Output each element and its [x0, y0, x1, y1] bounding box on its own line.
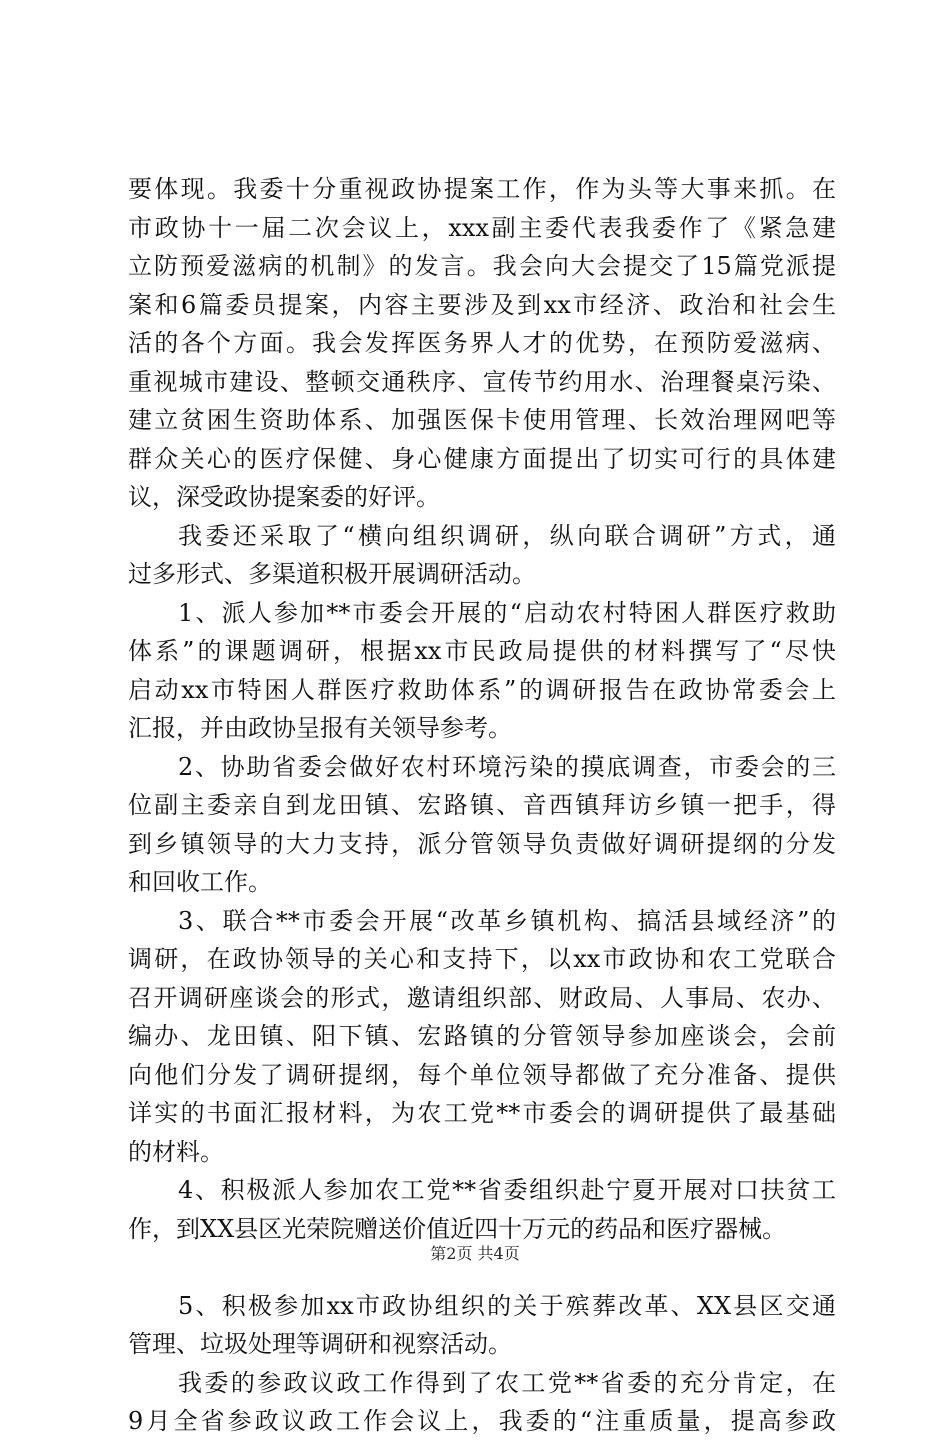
paragraph-first-line: 4、积极派人参加农工党**省委组织赴宁夏开展对口扶贫工: [178, 1176, 836, 1204]
text-line: 过多形式、多渠道积极开展调研活动。: [128, 560, 536, 588]
text-line: 向他们分发了调研提纲，每个单位领导都做了充分准备、提供: [128, 1060, 836, 1089]
text-line: 和回收工作。: [128, 868, 272, 896]
paragraph-first-line: 我委还采取了“横向组织调研，纵向联合调研”方式，通: [178, 521, 836, 550]
text-line: 编办、龙田镇、阳下镇、宏路镇的分管领导参加座谈会，会前: [128, 1022, 836, 1050]
text-line: 调研，在政协领导的关心和支持下，以xx市政协和农工党联合: [128, 945, 836, 973]
text-line: 要体现。我委十分重视政协提案工作，作为头等大事来抓。在: [128, 175, 836, 203]
text-line: 的材料。: [128, 1137, 224, 1166]
paragraph-first-line: 我委的参政议政工作得到了农工党**省委的充分肯定，在: [178, 1368, 836, 1397]
text-line: 9月全省参政议政工作会议上，我委的“注重质量，提高参政: [128, 1407, 836, 1435]
text-line: 议，深受政协提案委的好评。: [128, 483, 440, 511]
paragraph-first-line: 2、协助省委会做好农村环境污染的摸底调查，市委会的三: [178, 752, 836, 781]
text-line: 案和6篇委员提案，内容主要涉及到xx市经济、政治和社会生: [128, 290, 836, 319]
text-line: 启动xx市特困人群医疗救助体系”的调研报告在政协常委会上: [128, 675, 836, 704]
text-line: 详实的书面汇报材料，为农工党**市委会的调研提供了最基础: [128, 1099, 836, 1127]
paragraph-first-line: 1、派人参加**市委会开展的“启动农村特困人群医疗救助: [178, 598, 836, 627]
text-line: 汇报，并由政协呈报有关领导参考。: [128, 714, 512, 742]
text-line: 管理、垃圾处理等调研和视察活动。: [128, 1330, 512, 1358]
text-line: 召开调研座谈会的形式，邀请组织部、财政局、人事局、农办、: [128, 983, 836, 1012]
text-line: 活的各个方面。我会发挥医务界人才的优势，在预防爱滋病、: [128, 329, 836, 357]
paragraph-first-line: 5、积极参加xx市政协组织的关于殡葬改革、XX县区交通: [178, 1291, 836, 1320]
text-line: 重视城市建设、整顿交通秩序、宣传节约用水、治理餐桌污染、: [128, 367, 836, 396]
text-line: 位副主委亲自到龙田镇、宏路镇、音西镇拜访乡镇一把手，得: [128, 791, 836, 819]
text-line: 作，到XX县区光荣院赠送价值近四十万元的药品和医疗器械。: [128, 1214, 787, 1243]
text-line: 体系”的课题调研，根据xx市民政局提供的材料撰写了“尽快: [128, 637, 836, 665]
paragraph-first-line: 3、联合**市委会开展“改革乡镇机构、搞活县域经济”的: [178, 906, 836, 935]
text-line: 群众关心的医疗保健、身心健康方面提出了切实可行的具体建: [128, 444, 836, 473]
page-number-footer: 第2页 共4页: [430, 1244, 520, 1263]
text-line: 立防预爱滋病的机制》的发言。我会向大会提交了15篇党派提: [128, 252, 836, 280]
text-line: 市政协十一届二次会议上，xxx副主委代表我委作了《紧急建: [128, 213, 836, 242]
text-line: 建立贫困生资助体系、加强医保卡使用管理、长效治理网吧等: [128, 406, 836, 434]
text-line: 到乡镇领导的大力支持，派分管领导负责做好调研提纲的分发: [128, 829, 836, 858]
